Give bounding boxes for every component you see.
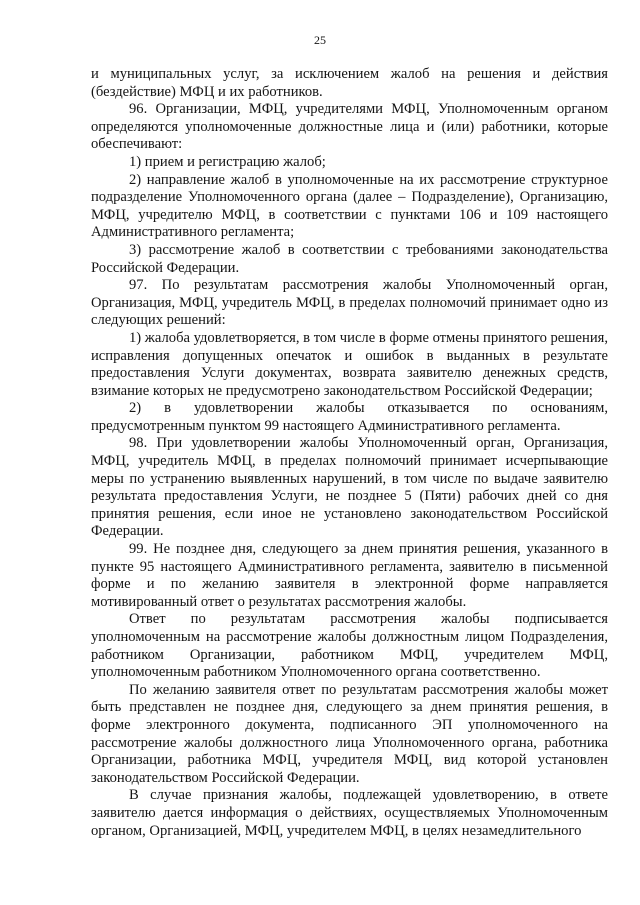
paragraph-satisfaction-info: В случае признания жалобы, подлежащей удовлетворению, в ответе заявителю дается информация о действиях, осуществляемых Уполномоченным органом, Организацией, МФЦ, учредителем МФЦ, в целях незамедлительного — [91, 787, 608, 839]
paragraph-97: 97. По результатам рассмотрения жалобы Уполномоченный орган, Организация, МФЦ, учредитель МФЦ, в пределах полномочий принимает одно из следующих решений: — [91, 277, 608, 329]
paragraph-99: 99. Не позднее дня, следующего за днем принятия решения, указанного в пункте 95 настоящего Административного регламента, заявителю в письменной форме и по желанию заявителя в электронной форме направляется мотивированный ответ о результатах рассмотрения жалобы. — [91, 541, 608, 610]
paragraph-96-item-1: 1) прием и регистрацию жалоб; — [129, 153, 326, 170]
paragraph-response-signing: Ответ по результатам рассмотрения жалобы подписывается уполномоченным на рассмотрение жалобы должностным лицом Подразделения, работником Организации, работником МФЦ, учредителем МФЦ, уполномоченным работником Уполномоченного органа соответственно. — [91, 611, 608, 681]
page-number: 25 — [314, 33, 326, 47]
paragraph-continuation: и муниципальных услуг, за исключением жалоб на решения и действия (бездействие) МФЦ и их работников. — [91, 66, 608, 100]
paragraph-96-item-2: 2) направление жалоб в уполномоченные на их рассмотрение структурное подразделение Уполномоченного органа (далее – Подразделение), Организацию, МФЦ, учредителю МФЦ, в соответствии с пунктами 106 и 109 настоящего Административного регламента; — [91, 171, 608, 241]
document-body — [91, 66, 608, 840]
paragraph-96: 96. Организации, МФЦ, учредителями МФЦ, Уполномоченным органом определяются уполномоченные должностные лица и (или) работники, которые обеспечивают: — [91, 101, 608, 153]
paragraph-97-item-2: 2) в удовлетворении жалобы отказывается по основаниям, предусмотренным пунктом 99 настоящего Административного регламента. — [91, 400, 608, 434]
paragraph-97-item-1: 1) жалоба удовлетворяется, в том числе в форме отмены принятого решения, исправления допущенных опечаток и ошибок в выданных в результате предоставления Услуги документах, возврата заявителю денежных средств, взимание которых не предусмотрено законодательством Российской Федерации; — [91, 329, 608, 399]
paragraph-96-item-3: 3) рассмотрение жалоб в соответствии с требованиями законодательства Российской Федерации. — [91, 241, 608, 276]
paragraph-98: 98. При удовлетворении жалобы Уполномоченный орган, Организация, МФЦ, учредитель МФЦ, в пределах полномочий принимает исчерпывающие меры по устранению выявленных нарушений, в том числе по выдаче заявителю результата предоставления Услуги, не позднее 5 (Пяти) рабочих дней со дня принятия решения, если иное не установлено законодательством Российской Федерации. — [91, 435, 608, 540]
paragraph-electronic-response: По желанию заявителя ответ по результатам рассмотрения жалобы может быть представлен не позднее дня, следующего за днем принятия решения, в форме электронного документа, подписанного ЭП уполномоченного на рассмотрение жалобы должностного лица Уполномоченного органа, работника Организации, работника МФЦ, учредителя МФЦ, вид которой установлен законодательством Российской Федерации. — [91, 681, 608, 786]
